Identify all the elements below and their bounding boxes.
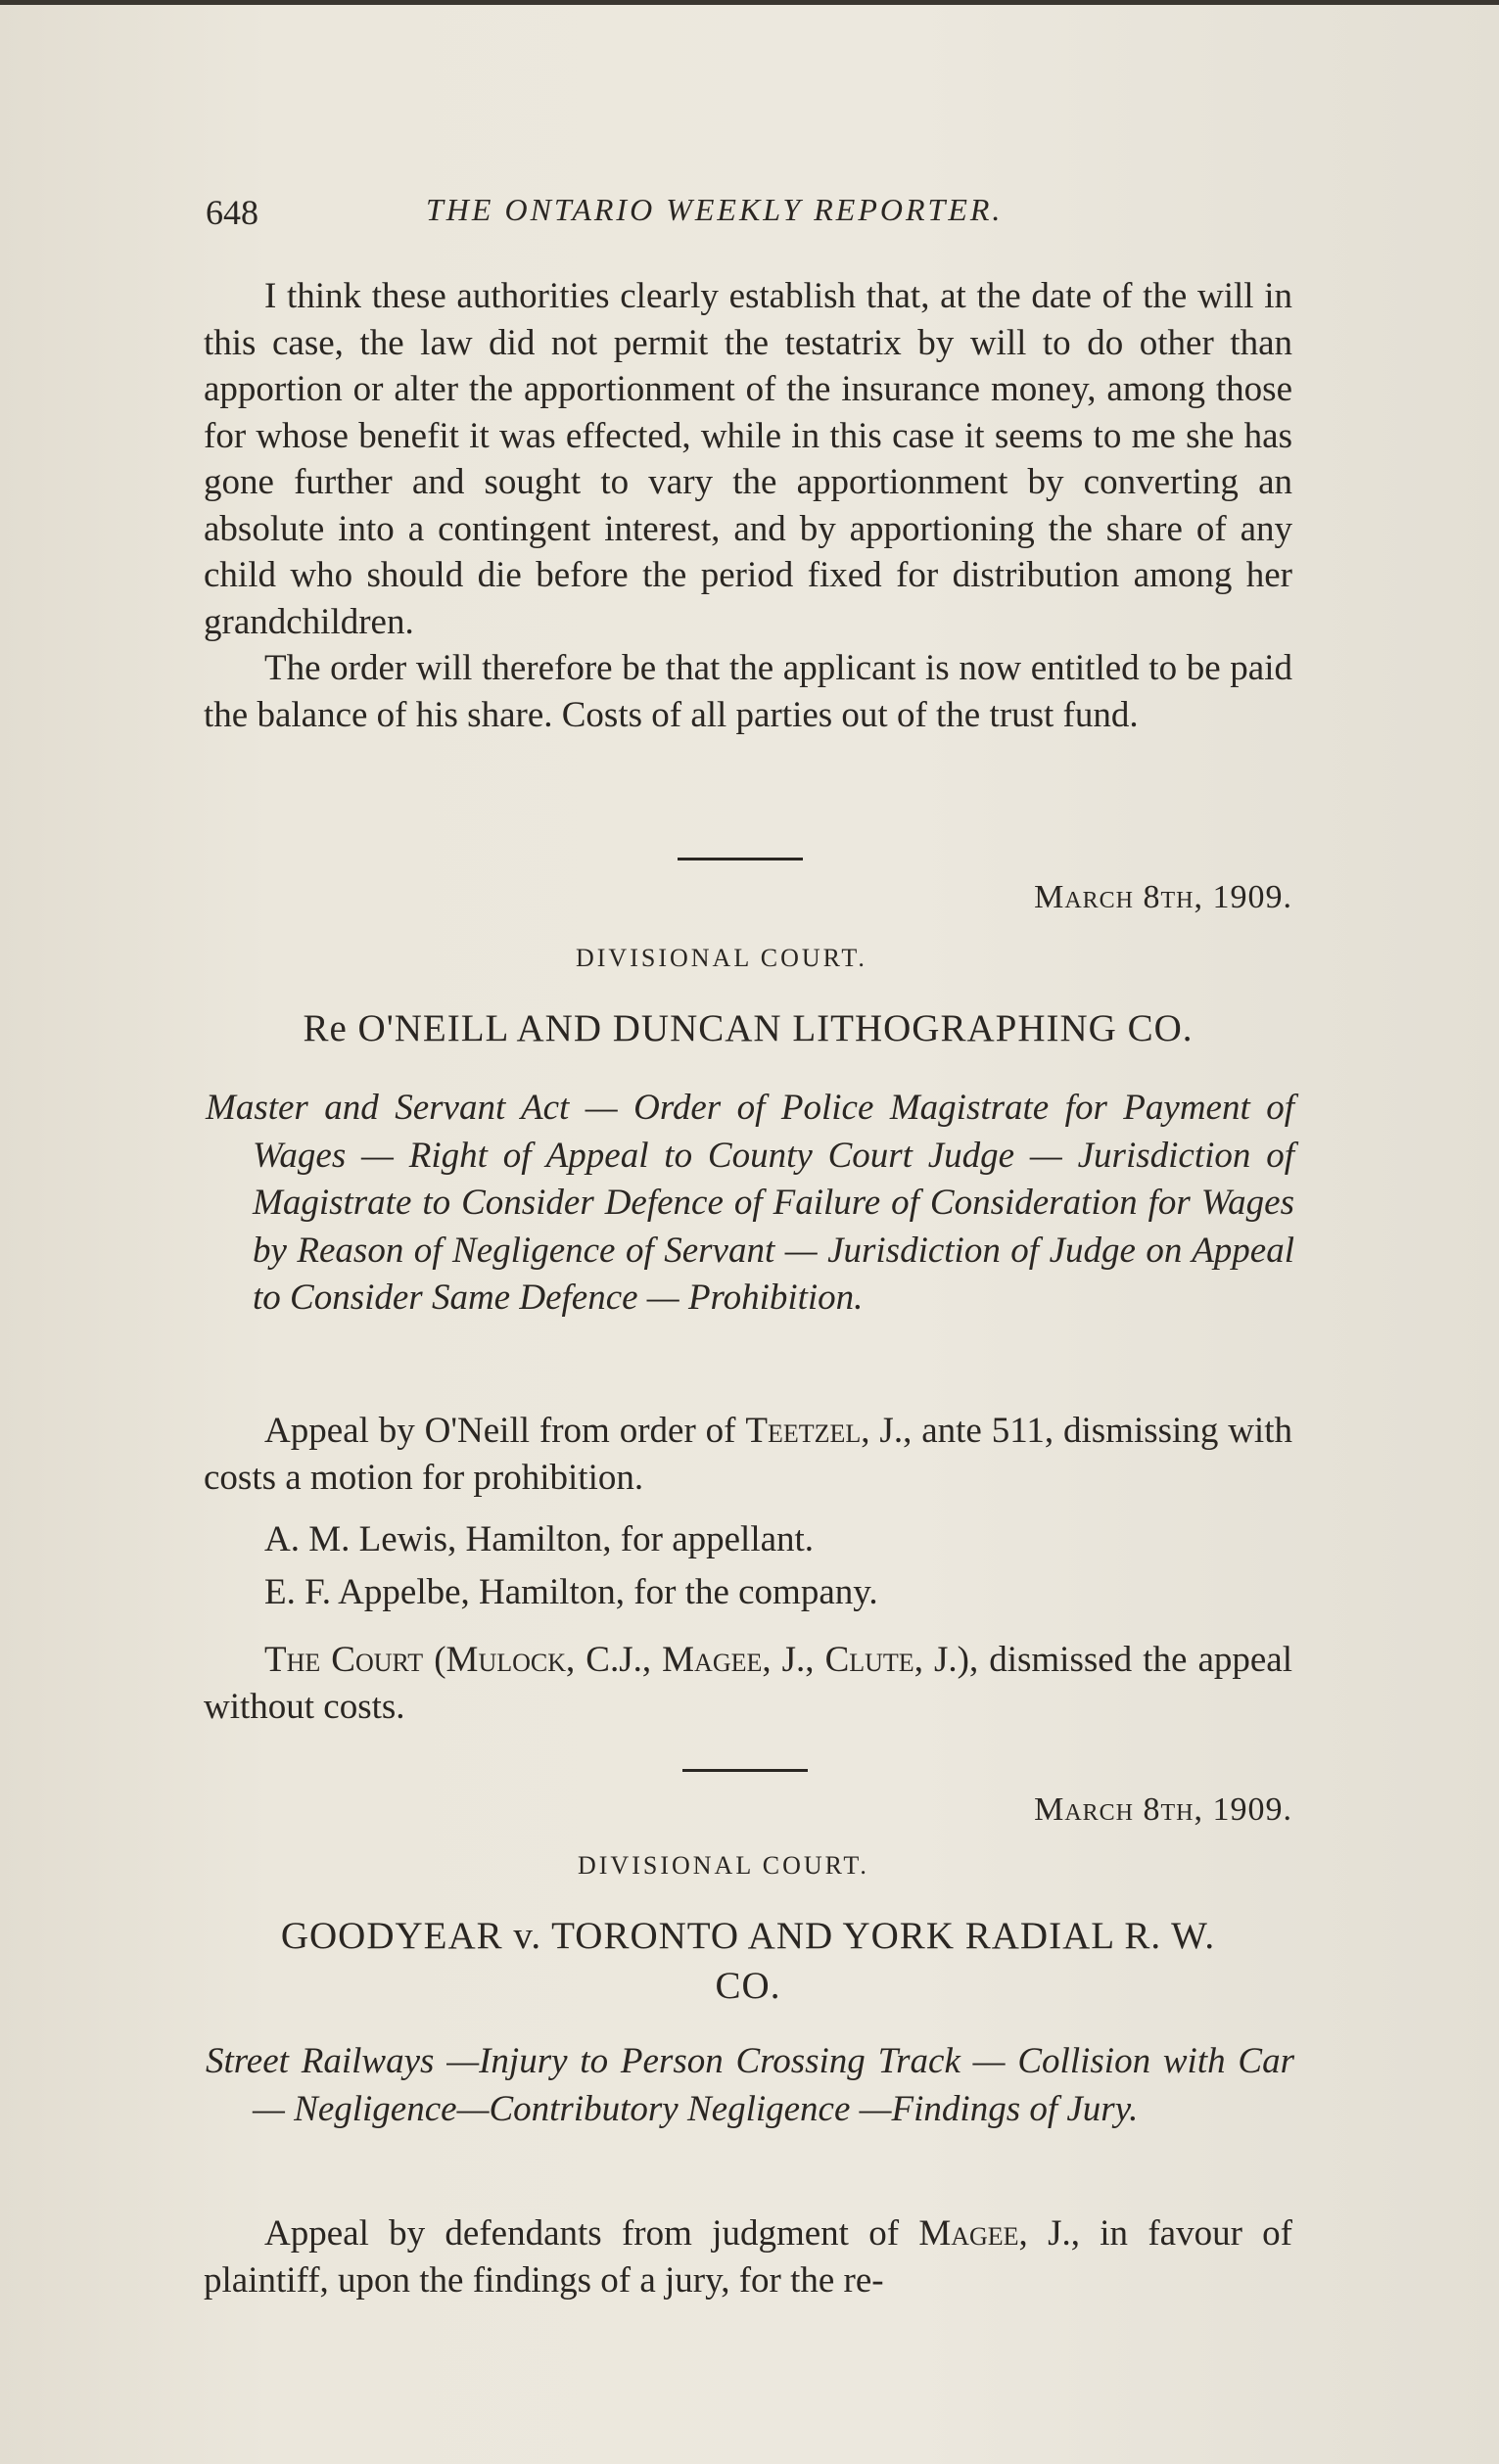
paragraph: I think these authorities clearly establish that, at the date of the will in this case, the law did not permit the testatrix by will to do other than apportion or alter the apportionment of the insurance money, among those for whose benefit it was effected, while in this case it seems to me she has gone further and sought to vary the apportionment by converting an absolute into a contingent interest, and by apportioning the share of any child who should die before the period fixed for distribution among her grandchildren. [204, 276, 1292, 642]
section-divider [682, 1769, 808, 1772]
decision-date: March 8th, 1909. [1034, 879, 1292, 915]
judge-name: Clute [824, 1640, 914, 1680]
appeal-paragraph [204, 1408, 1292, 1501]
page-number: 648 [206, 193, 258, 232]
case-title: GOODYEAR v. TORONTO AND YORK RADIAL R. W. [280, 1915, 1216, 1957]
court-label: The Court [264, 1640, 424, 1680]
appeal-text: Appeal by defendants from judgment of [264, 2213, 919, 2254]
counsel-line: E. F. Appelbe, Hamilton, for the company. [264, 1571, 878, 1612]
court-name: DIVISIONAL COURT. [578, 1851, 869, 1880]
court-name: DIVISIONAL COURT. [576, 944, 867, 972]
headnote: Street Railways —Injury to Person Crossing Track — Collision with Car — Negligence—Contributory Negligence —Findings of Jury. [206, 2041, 1294, 2129]
judges-text: , C.J., [566, 1640, 663, 1680]
running-head: THE ONTARIO WEEKLY REPORTER. [426, 192, 1004, 227]
judges-text: , J., [762, 1640, 825, 1680]
judges-text: ( [423, 1640, 446, 1680]
paragraph: The order will therefore be that the applicant is now entitled to be paid the balance of his share. Costs of all parties out of the trust fund. [204, 648, 1292, 735]
judges-text: , J.), dismissed the appeal without costs. [204, 1640, 1292, 1727]
counsel-line: A. M. Lewis, Hamilton, for appellant. [264, 1519, 815, 1559]
section-divider [678, 858, 803, 860]
appeal-text: , J., in favour of plaintiff, upon the findings of a jury, for the re- [204, 2213, 1292, 2301]
judge-name: Magee [662, 1640, 763, 1680]
judge-name: Teetzel [745, 1411, 862, 1451]
judge-name: Mulock [445, 1640, 566, 1680]
judge-name: Magee [918, 2213, 1019, 2254]
disposition-paragraph [204, 1637, 1292, 1730]
appeal-paragraph [204, 2210, 1292, 2303]
headnote: Master and Servant Act — Order of Police Magistrate for Payment of Wages — Right of Appeal to County Court Judge — Jurisdiction of Magistrate to Consider Defence of Failure of Consideration for Wages by Reason of Negligence of Servant — Jurisdiction of Judge on Appeal to Consider Same Defence — Prohibition. [206, 1088, 1294, 1318]
decision-date: March 8th, 1909. [1034, 1791, 1292, 1828]
appeal-text: Appeal by O'Neill from order of [264, 1411, 746, 1451]
prior-case-conclusion [204, 273, 1292, 738]
case-title-continued: CO. [715, 1965, 781, 2007]
appeal-text: , J., ante 511, dismissing with costs a motion for prohibition. [204, 1411, 1292, 1498]
case-2-body [204, 2210, 1292, 2303]
page-header [206, 192, 1292, 241]
case-title: Re O'NEILL AND DUNCAN LITHOGRAPHING CO. [303, 1007, 1194, 1049]
page-edge [0, 0, 1499, 5]
case-1-body [204, 1408, 1292, 1730]
